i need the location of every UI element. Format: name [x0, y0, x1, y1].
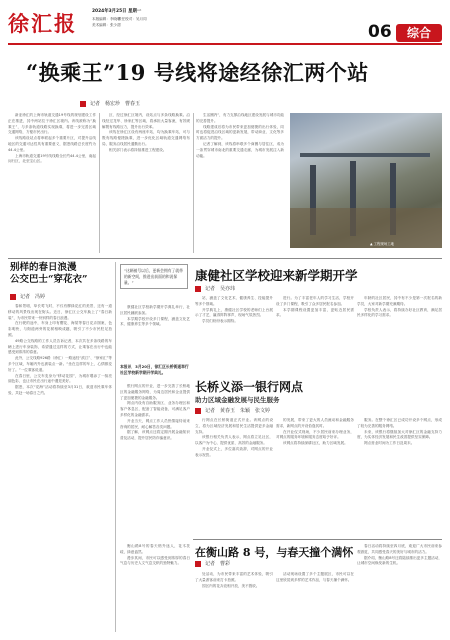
page-number: 06 [368, 22, 392, 42]
story4-col-4: 服务。在整个徐汇区已成功开设多个网点，形成了较为完善的服务网络。 未来，该银行将继续加大对徐汇区的金融支持力度，为实体经济发展和民生改善提供坚实保障。 网点营业时间为工作日及周末。 [357, 418, 442, 446]
pull-quote [120, 364, 190, 376]
masthead-checker: 责任校对：吴月同 [118, 17, 147, 21]
story2-body: 春和景明，草长莺飞时，不仅有柳绿花红的美景，还有一道移动的风景线出现在街头。近日，徐汇区公交车换上了“春日新装”，为市民带来一份别样的春日浪漫。 在行驶的途中，车身上印有樱花、海棠等春日花卉图案，色彩明快，与街道两旁的花树相映成趣，吸引了不少市民驻足拍照。 49路公交线路的工作人员告诉记者，本次共在多条线路的车辆上进行车身装饰，希望通过这样的方式，让乘客在出行中也能感受到浓浓的春意。 此外，公交线路926路（徐汇）一路途经“滨江”、“徐家汇”等多个区域，车厢内外也被装点一新。“坐在这样的车上，心情都变好了。”一位乘客说道。 在春日里，公交车变身为“移动花园”，为城市增添了一抹亮丽色彩，也让市民在出行途中遇见美好。 据悉，本次“花海”活动将持续至3月31日，欢迎市民乘车体验，共赴一场春日之约。 [8, 304, 112, 395]
byline-marker-icon [80, 101, 86, 107]
byline-marker-icon [195, 408, 201, 414]
masthead-designer: 美术编辑：张少甜 [92, 23, 121, 27]
story3-col-2: 站，涵盖了文化艺术、健康养生、技能提升等多个领域。 开学典礼上，康健社区学校的老师们上台展示了才艺，赢得阵阵掌声，现场气氛热烈。 学员们纷纷表示期待。 [195, 296, 273, 324]
lead-photo [290, 113, 442, 248]
story3-byline-text: 记者 吴亦玮 [205, 286, 236, 292]
story5-col-1: 衡山路8号的春天格外迷人，花木扶疏，绿意盎然。 漫步其间，市民可以感受到浓厚的春日气息与历史人文气息交织的独特魅力。 [120, 544, 190, 566]
lead-col-1: 新亚徐汇的上海市轨道交通19号线的规划建设工作正在推进，其中两站位于徐汇区境内。该线被称为“换乘王”，与多条轨道线路实现换乘，将进一步完善区域交通网络，方便市民出行。 该线路设站点将串联起多个重要片区，对提升沿线地区的交通可达性具有重要意义，据悉线路总长度约为44.4公里。 上海市轨道交通19号线线路全长约44.4公里，南起闵行区，北至宝山区。 [8, 113, 96, 164]
story2-headline [10, 262, 110, 286]
story4-col-2: 行网点在长桥街道正式开业。该网点的设立，将为区域经济发展和居民生活提供更多金融支持。 该银行相关负责人表示，网点将立足社区，以客户为中心，提供优质、高效的金融服务。 开业仪式上，多位嘉宾致辞，对网点的开业表示祝贺。 [195, 418, 273, 457]
lead-headline: “换乘王”19 号线将途经徐汇两个站 [26, 60, 369, 85]
story4-byline [195, 407, 270, 414]
section-rule-1 [8, 258, 442, 259]
story5-col-2: 处活动，为市民带来丰富的艺术体验，吸引了大量游客前来打卡拍照。 园区内的花卉竞相开放，美不胜收。 [195, 572, 273, 588]
story4-col-1: 银行网点的开业，进一步完善了长桥地区的金融服务网络，为周边居民和企业提供了更加便捷的金融服务。 网点内设有自助服务区、业务办理区和客户休息区，配备了智能设备，可满足客户多样化的金融需求。 开业当天，网点工作人员热情接待前来咨询的居民，耐心解答各类问题。 据了解，该网点还将定期开展金融知识普及活动，提升居民防诈骗意识。 [120, 384, 190, 441]
quote-box [120, 264, 188, 289]
section-label: 综合 [406, 26, 431, 40]
masthead-logo: 徐汇报 [8, 11, 77, 36]
masthead-date: 2024年3月25日 星期一 [92, 9, 142, 14]
story3-col-4: 年龄的社区居民，其中有不少是第一次报名的新学员，大家对新学期充满期待。 学校负责人表示，将持续办好社区教育，满足居民多样化的学习需求。 [357, 296, 442, 318]
lead-col-2: 区、经过徐汇区境内，设站点与多条线路换乘。沿线经过龙华、徐家汇等区域，将承担大量客流，有效缓解既有线路压力，提升出行效率。 该线在徐汇区设有两座车站，均为换乘车站，可与既有线路便捷换乘，进一步优化区域轨道交通网络布局，服务沿线居民通勤出行。 相关部门表示将持续推进工程建设。 [102, 113, 190, 152]
byline-marker-icon [10, 294, 16, 300]
story4-byline-text: 记者 黄春玉 朱颖 张文婷 [205, 408, 271, 414]
lead-col-3: 生活圈内“，有力支撑沿线地区建设发展与城市功能的完善提升。 线路建成后将为市民带来更加便捷的出行体验，同时也将促进沿线区域的更新发展，带动商业、文化等多方面活力的提升。 记者了解到，该线将串联多个商圈与居住区，成为一条贯穿城市南北的重要交通走廊，为城市发展注入新动能。 [196, 113, 284, 158]
story3-col-3: 进行。为了丰富老年人的学习生活，学校开设了多门课程，吸引了众多居民报名参加。 本学期课程设置更加丰富，更贴近居民需求。 [276, 296, 354, 318]
story5-byline-text: 记者 曹彩 [205, 561, 231, 567]
story2-byline [10, 293, 45, 300]
section-rule-2 [193, 539, 442, 540]
byline-marker-icon [195, 561, 201, 567]
story3-col-1: 康健社区学校新学期开学典礼举行，社区居民踊跃参加。 本学期学校开设多门课程，涵盖文化艺术、健康养生等多个领域。 [120, 305, 190, 327]
lead-byline-text: 记者 杨宏珍 曹春玉 [90, 101, 141, 107]
story5-col-3: 活动现场设置了多个主题展区，市民可以在这里欣赏到多样的艺术作品，与春天撞个满怀。 [276, 572, 354, 582]
story5-col-4: 春日活动将持续至四月底，欢迎广大市民前来参观游览，共同感受春天的美好与城市的活力。 据介绍，衡山路8号还将陆续推出更多主题活动，让城市空间焕发新的生机。 [357, 544, 442, 566]
lead-byline [80, 100, 140, 107]
byline-marker-icon [195, 286, 201, 292]
pull-quote-text: 本报讯 3月20日，徐汇区长桥街道举行社区学校新学期开学典礼。 [120, 364, 189, 375]
masthead-editor: 本版编辑：李晓琳 [92, 17, 121, 21]
story4-subhead: 助力区域金融发展与民生服务 [195, 396, 280, 404]
story4-headline: 长桥义添一银行网点 [195, 380, 304, 394]
masthead [0, 0, 450, 42]
story3-byline [195, 285, 235, 292]
story3-headline: 康健社区学校迎来新学期开学 [195, 268, 358, 283]
story2-byline-text: 记者 冯婷 [20, 294, 46, 300]
photo-caption: ▲ 工程现场工地 [370, 242, 395, 246]
section-tag [396, 24, 442, 42]
masthead-rule [8, 43, 442, 45]
story4-col-3: 的发展，带来了更大的人员流动和金融服务需求，新网点的开设恰逢其时。 在开业仪式现场，不少居民前来办理业务，对网点的服务环境和服务态度给予好评。 该网点将持续深耕社区，助力区域发展。 [276, 418, 354, 446]
quote-box-text: “这辆被号以后，更新会拥有了就带的新空间，推进出前面的和说保量。” [124, 268, 183, 285]
story2-headline-text: 别样的春日浪漫 公交巴士“穿花衣” [10, 262, 88, 285]
story5-headline: 在衡山路 8 号，与春天撞个满怀 [195, 546, 354, 559]
story5-byline [195, 560, 230, 567]
